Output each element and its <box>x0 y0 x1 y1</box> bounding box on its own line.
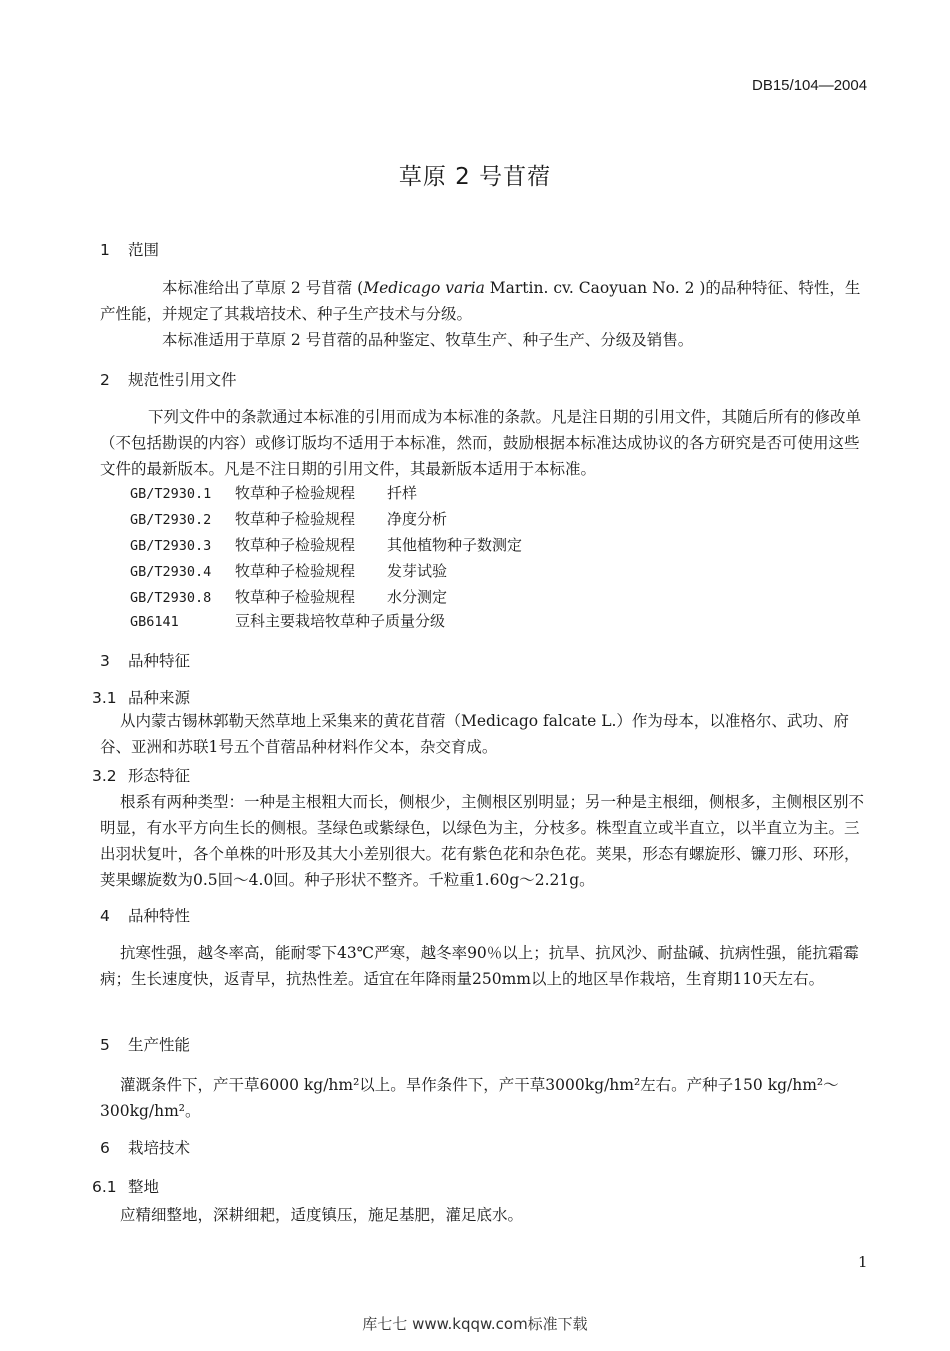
document-number: DB15/104—2004 <box>752 77 868 94</box>
reference-item <box>130 534 522 555</box>
subsection-6-1-heading <box>92 1175 159 1197</box>
reference-code: GB/T2930.2 <box>130 512 212 528</box>
section-title: 品种特性 <box>128 907 191 925</box>
section-2-heading <box>100 368 237 390</box>
production-paragraph: 灌溉条件下，产干草6000 kg/hm²以上。旱作条件下，产干草3000kg/hm²左右。产种子150 kg/hm²～300kg/hm²。 <box>100 1076 839 1120</box>
section-number: 1 <box>100 241 110 259</box>
reference-code: GB/T2930.4 <box>130 564 212 580</box>
subsection-number: 6.1 <box>92 1178 117 1196</box>
section-6-heading <box>100 1136 190 1158</box>
land-preparation-paragraph: 应精细整地，深耕细耙，适度镇压，施足基肥，灌足底水。 <box>120 1206 524 1224</box>
subsection-number: 3.2 <box>92 767 117 785</box>
subsection-title: 形态特征 <box>128 767 191 785</box>
reference-category: 牧草种子检验规程 <box>235 588 356 606</box>
section-3-heading <box>100 649 190 671</box>
reference-category: 牧草种子检验规程 <box>235 562 356 580</box>
latin-name: Medicago varia <box>363 279 485 297</box>
section-title: 栽培技术 <box>128 1139 191 1157</box>
subsection-3-2-heading <box>92 764 190 786</box>
reference-item <box>130 508 447 529</box>
section-number: 5 <box>100 1036 110 1054</box>
reference-category: 牧草种子检验规程 <box>235 536 356 554</box>
reference-category: 豆科主要栽培牧草种子质量分级 <box>235 612 446 630</box>
footer-watermark: 库七七 www.kqqw.com标准下载 <box>362 1315 588 1333</box>
reference-item <box>130 610 445 631</box>
reference-code: GB/T2930.1 <box>130 486 212 502</box>
reference-name: 净度分析 <box>387 510 448 528</box>
scope-paragraph-1: 本标准给出了草原 2 号苜蓿 (Medicago varia Martin. cv. Caoyuan No. 2 )的品种特征、特性，生产性能，并规定了其栽培技术、种子生产技术与分级。 <box>100 279 861 323</box>
section-4-heading <box>100 904 190 926</box>
section-number: 6 <box>100 1139 110 1157</box>
reference-code: GB/T2930.3 <box>130 538 212 554</box>
subsection-title: 整地 <box>128 1178 160 1196</box>
subsection-number: 3.1 <box>92 689 117 707</box>
section-title: 品种特征 <box>128 652 191 670</box>
section-number: 4 <box>100 907 110 925</box>
page-title: 草原 2 号苜蓿 <box>398 164 552 190</box>
section-title: 生产性能 <box>128 1036 191 1054</box>
section-1-heading <box>100 238 159 260</box>
reference-name: 水分测定 <box>387 588 448 606</box>
section-5-heading <box>100 1033 190 1055</box>
section-number: 2 <box>100 371 110 389</box>
section-title: 范围 <box>128 241 160 259</box>
reference-name: 扦样 <box>387 484 418 502</box>
section-number: 3 <box>100 652 110 670</box>
section-title: 规范性引用文件 <box>128 371 237 389</box>
reference-item <box>130 586 447 607</box>
subsection-3-1-heading <box>92 686 190 708</box>
page-number: 1 <box>858 1253 868 1271</box>
scope-paragraph-2: 本标准适用于草原 2 号苜蓿的品种鉴定、牧草生产、种子生产、分级及销售。 <box>162 331 694 349</box>
references-paragraph: 下列文件中的条款通过本标准的引用而成为本标准的条款。凡是注日期的引用文件，其随后所有的修改单（不包括勘误的内容）或修订版均不适用于本标准，然而，鼓励根据本标准达成协议的各方研究是否可使用这些文件的最新版本。凡是不注日期的引用文件，其最新版本适用于本标准。 <box>100 408 862 478</box>
reference-category: 牧草种子检验规程 <box>235 484 356 502</box>
subsection-title: 品种来源 <box>128 689 191 707</box>
origin-paragraph: 从内蒙古锡林郭勒天然草地上采集来的黄花苜蓿（Medicago falcate L.）作为母本，以准格尔、武功、府谷、亚洲和苏联1号五个苜蓿品种材料作父本，杂交育成。 <box>100 712 849 756</box>
reference-item <box>130 482 417 503</box>
reference-item <box>130 560 447 581</box>
reference-category: 牧草种子检验规程 <box>235 510 356 528</box>
reference-name: 发芽试验 <box>387 562 448 580</box>
reference-code: GB/T2930.8 <box>130 590 212 606</box>
reference-code: GB6141 <box>130 614 179 630</box>
reference-name: 其他植物种子数测定 <box>387 536 523 554</box>
characteristics-paragraph: 抗寒性强，越冬率高，能耐零下43℃严寒，越冬率90％以上；抗旱、抗风沙、耐盐碱、抗病性强，能抗霜霉病；生长速度快，返青早，抗热性差。适宜在年降雨量250mm以上的地区旱作栽培，生育期110天左右。 <box>100 944 859 988</box>
morphology-paragraph: 根系有两种类型：一种是主根粗大而长，侧根少，主侧根区别明显；另一种是主根细，侧根多，主侧根区别不明显，有水平方向生长的侧根。茎绿色或紫绿色，以绿色为主，分枝多。株型直立或半直立，以半直立为主。三出羽状复叶，各个单株的叶形及其大小差别很大。花有紫色花和杂色花。荚果，形态有螺旋形、镰刀形、环形，荚果螺旋数为0.5回～4.0回。种子形状不整齐。千粒重1.60g～2.21g。 <box>100 793 865 889</box>
